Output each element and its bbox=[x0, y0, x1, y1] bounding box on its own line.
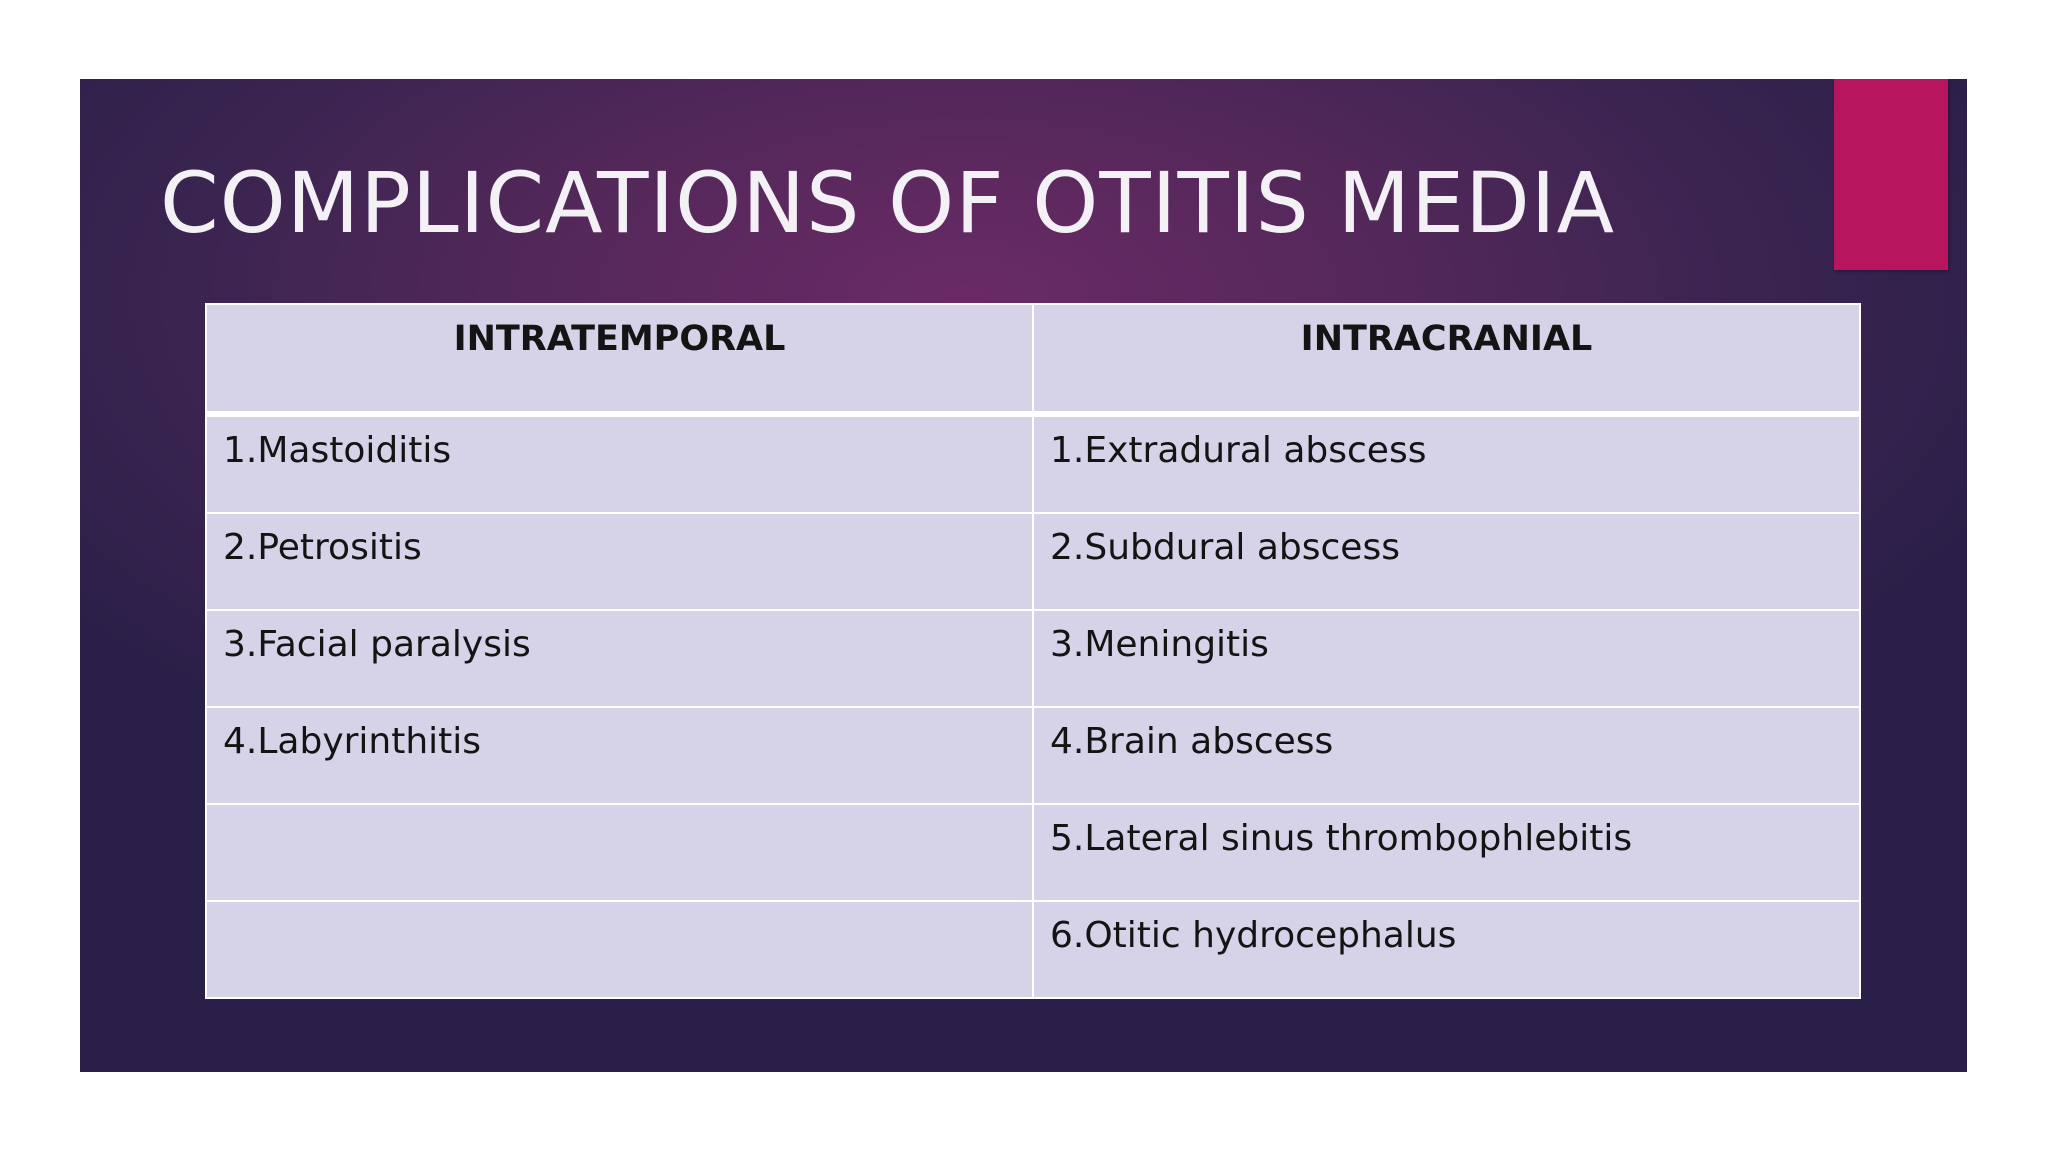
table-cell: 2.Petrositis bbox=[206, 513, 1033, 610]
table-cell: 2.Subdural abscess bbox=[1033, 513, 1860, 610]
table-cell: 4.Brain abscess bbox=[1033, 707, 1860, 804]
table-cell: 5.Lateral sinus thrombophlebitis bbox=[1033, 804, 1860, 901]
table-cell: 6.Otitic hydrocephalus bbox=[1033, 901, 1860, 998]
table-cell: 1.Mastoiditis bbox=[206, 414, 1033, 513]
table-row bbox=[206, 610, 1860, 707]
table-row bbox=[206, 513, 1860, 610]
table-cell: 1.Extradural abscess bbox=[1033, 414, 1860, 513]
table-header-row bbox=[206, 304, 1860, 414]
table bbox=[205, 303, 1861, 999]
table-row bbox=[206, 414, 1860, 513]
complications-table bbox=[205, 303, 1861, 970]
table-row bbox=[206, 901, 1860, 998]
table-cell bbox=[206, 804, 1033, 901]
table-row bbox=[206, 804, 1860, 901]
table-row bbox=[206, 707, 1860, 804]
table-cell bbox=[206, 901, 1033, 998]
table-cell: 4.Labyrinthitis bbox=[206, 707, 1033, 804]
table-cell: 3.Facial paralysis bbox=[206, 610, 1033, 707]
table-cell: 3.Meningitis bbox=[1033, 610, 1860, 707]
slide-title: COMPLICATIONS OF OTITIS MEDIA bbox=[160, 154, 1616, 252]
header-intratemporal: INTRATEMPORAL bbox=[206, 304, 1033, 414]
header-intracranial: INTRACRANIAL bbox=[1033, 304, 1860, 414]
